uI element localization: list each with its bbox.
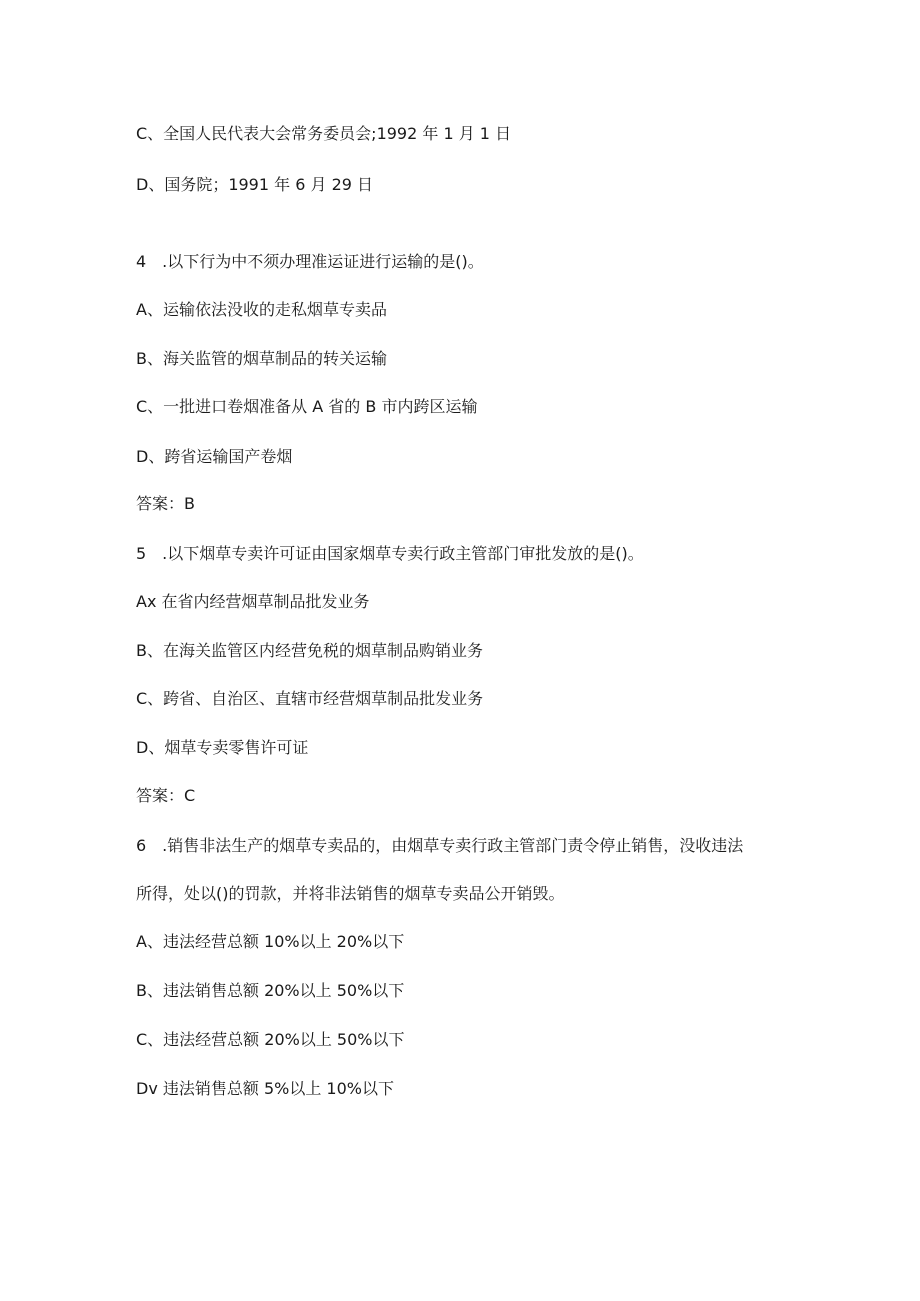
- q5-option-c: C、跨省、自治区、直辖市经营烟草制品批发业务: [136, 689, 484, 708]
- q6-option-b: B、违法销售总额 20%以上 50%以下: [136, 981, 405, 1000]
- q3-option-c: C、全国人民代表大会常务委员会;1992 年 1 月 1 日: [136, 124, 512, 143]
- q4-option-d: D、跨省运输国产卷烟: [136, 447, 293, 466]
- q6-option-d: Dv 违法销售总额 5%以上 10%以下: [136, 1079, 394, 1098]
- q5-option-d: D、烟草专卖零售许可证: [136, 738, 309, 757]
- q3-option-d: D、国务院；1991 年 6 月 29 日: [136, 175, 374, 194]
- q4-question: 4 .以下行为中不须办理准运证进行运输的是()。: [136, 252, 484, 271]
- q4-option-a: A、运输依法没收的走私烟草专卖品: [136, 300, 387, 319]
- q5-option-a: Ax 在省内经营烟草制品批发业务: [136, 592, 370, 611]
- q6-question: 6 .销售非法生产的烟草专卖品的，由烟草专卖行政主管部门责令停止销售，没收违法: [136, 836, 744, 855]
- q4-option-c: C、一批进口卷烟准备从 A 省的 B 市内跨区运输: [136, 397, 478, 416]
- q5-answer: 答案：C: [136, 786, 196, 805]
- q4-option-b: B、海关监管的烟草制品的转关运输: [136, 349, 387, 368]
- q5-question: 5 .以下烟草专卖许可证由国家烟草专卖行政主管部门审批发放的是()。: [136, 544, 644, 563]
- q4-answer: 答案：B: [136, 494, 195, 513]
- q6-question-continued: 所得，处以()的罚款，并将非法销售的烟草专卖品公开销毁。: [136, 884, 565, 903]
- q6-option-c: C、违法经营总额 20%以上 50%以下: [136, 1030, 405, 1049]
- q6-option-a: A、违法经营总额 10%以上 20%以下: [136, 932, 405, 951]
- q5-option-b: B、在海关监管区内经营免税的烟草制品购销业务: [136, 641, 483, 660]
